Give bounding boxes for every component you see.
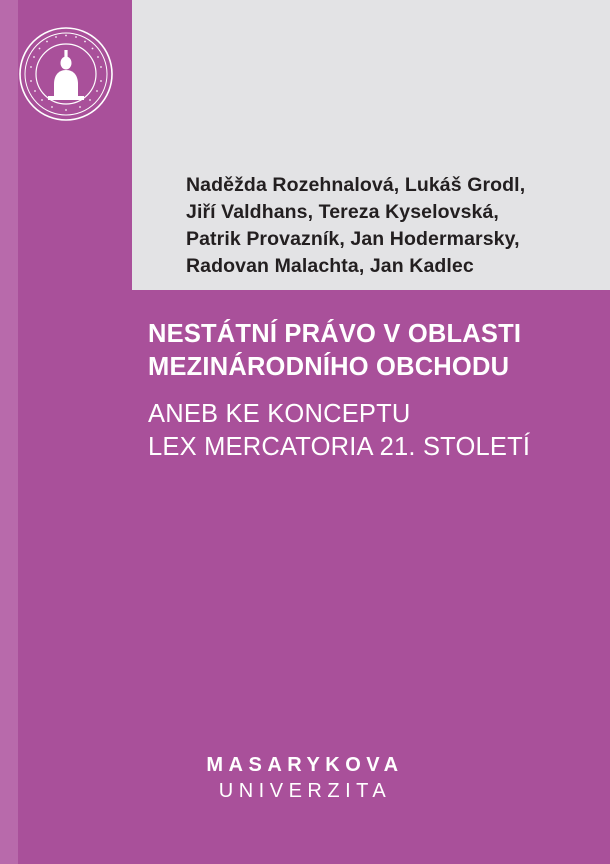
publisher-line-2: UNIVERZITA bbox=[218, 780, 392, 802]
title-line: NESTÁTNÍ PRÁVO V OBLASTI bbox=[148, 320, 522, 348]
author-line: Radovan Malachta, Jan Kadlec bbox=[186, 255, 474, 277]
book-title bbox=[148, 318, 600, 384]
author-line: Patrik Provazník, Jan Hodermarsky, bbox=[186, 228, 520, 250]
author-line: Jiří Valdhans, Tereza Kyselovská, bbox=[186, 201, 499, 223]
authors-list bbox=[186, 172, 586, 280]
cover-spine-band bbox=[0, 0, 18, 864]
subtitle-line: LEX MERCATORIA 21. STOLETÍ bbox=[148, 433, 531, 461]
author-line: Naděžda Rozehnalová, Lukáš Grodl, bbox=[186, 174, 526, 196]
subtitle-line: ANEB KE KONCEPTU bbox=[148, 400, 411, 428]
masaryk-university-seal-icon bbox=[18, 26, 114, 122]
publisher-name bbox=[0, 752, 610, 804]
publisher-line-1: MASARYKOVA bbox=[206, 754, 404, 776]
book-subtitle bbox=[148, 398, 600, 464]
title-line: MEZINÁRODNÍHO OBCHODU bbox=[148, 353, 510, 381]
